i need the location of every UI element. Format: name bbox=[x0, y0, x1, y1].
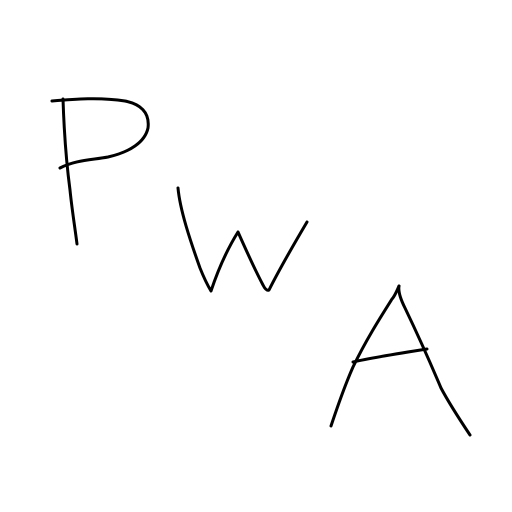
letter-a bbox=[331, 286, 470, 435]
letter-p-stem bbox=[63, 99, 77, 244]
letter-w bbox=[178, 188, 307, 291]
letter-w-stroke bbox=[178, 188, 307, 291]
letter-p bbox=[52, 99, 148, 244]
letter-a-right-leg bbox=[399, 286, 470, 435]
letter-a-crossbar bbox=[353, 349, 427, 362]
